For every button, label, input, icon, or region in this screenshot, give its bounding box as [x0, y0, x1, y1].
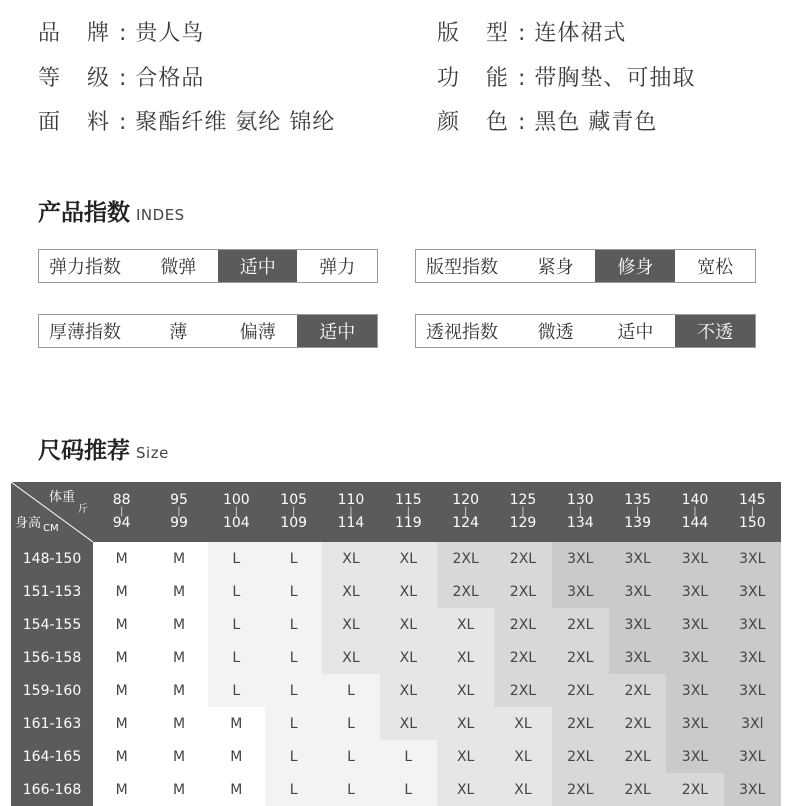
- size-cell: 3XL: [724, 740, 781, 773]
- size-cell: 3Xl: [724, 707, 781, 740]
- weight-bottom: 119: [394, 515, 422, 531]
- height-range: 151-153: [11, 575, 93, 608]
- range-divider: |: [750, 506, 754, 517]
- size-cell: 3XL: [666, 575, 723, 608]
- size-cell: L: [208, 542, 265, 575]
- index-title: 产品指数: [38, 200, 130, 226]
- size-row: [11, 542, 781, 575]
- weight-top: 100: [222, 492, 250, 508]
- size-cell: 2XL: [609, 740, 666, 773]
- size-cell: M: [150, 542, 207, 575]
- weight-top: 145: [738, 492, 766, 508]
- size-cell: 3XL: [609, 608, 666, 641]
- size-cell: 2XL: [552, 674, 609, 707]
- info-value: 黑色 藏青色: [534, 110, 658, 135]
- weight-header: [552, 482, 609, 542]
- weight-top: 95: [170, 492, 188, 508]
- range-divider: |: [635, 506, 640, 517]
- size-cell: 2XL: [552, 773, 609, 806]
- index-fit: [415, 249, 756, 283]
- index-elasticity: [38, 249, 378, 283]
- size-cell: L: [265, 674, 322, 707]
- size-cell: M: [93, 575, 150, 608]
- info-label: 版 型: [437, 21, 518, 46]
- range-divider: |: [693, 506, 697, 517]
- weight-top: 125: [509, 492, 537, 508]
- weight-bottom: 129: [509, 515, 537, 531]
- size-cell: 2XL: [552, 641, 609, 674]
- weight-top: 105: [280, 492, 308, 508]
- weight-unit: 斤: [78, 504, 88, 515]
- size-cell: XL: [437, 674, 494, 707]
- info-label: 功 能: [437, 66, 518, 91]
- size-cell: 2XL: [609, 674, 666, 707]
- size-cell: L: [265, 740, 322, 773]
- size-cell: 3XL: [552, 575, 609, 608]
- size-cell: 2XL: [666, 773, 723, 806]
- size-cell: 2XL: [552, 740, 609, 773]
- size-cell: L: [322, 740, 379, 773]
- weight-header: [208, 482, 265, 542]
- size-cell: 3XL: [666, 674, 723, 707]
- size-cell: L: [380, 740, 437, 773]
- size-cell: L: [322, 773, 379, 806]
- size-cell: 3XL: [724, 773, 781, 806]
- weight-top: 120: [452, 492, 479, 508]
- info-fabric: 面 料: 聚酯纤维 氨纶 锦纶: [38, 110, 336, 135]
- size-cell: 3XL: [666, 608, 723, 641]
- info-function: 功 能: 带胸垫、可抽取: [437, 66, 696, 91]
- index-transparency: [415, 314, 756, 348]
- size-cell: XL: [494, 740, 551, 773]
- size-cell: L: [322, 707, 379, 740]
- weight-header: [724, 482, 781, 542]
- size-table: [11, 482, 781, 806]
- size-cell: M: [208, 707, 265, 740]
- size-cell: XL: [380, 674, 437, 707]
- size-cell: L: [265, 608, 322, 641]
- range-divider: |: [177, 506, 181, 517]
- size-cell: L: [265, 773, 322, 806]
- weight-header: [437, 482, 494, 542]
- size-cell: XL: [494, 707, 551, 740]
- size-table-header: [11, 482, 781, 542]
- height-label: 身高: [15, 516, 42, 531]
- size-cell: XL: [380, 608, 437, 641]
- weight-bottom: 144: [681, 515, 709, 531]
- info-value: 聚酯纤维 氨纶 锦纶: [135, 110, 336, 135]
- size-cell: M: [93, 773, 150, 806]
- index-name: 弹力指数: [49, 257, 121, 278]
- weight-header: [322, 482, 379, 542]
- weight-top: 110: [337, 492, 365, 508]
- index-name: 透视指数: [426, 322, 498, 343]
- size-cell: 2XL: [609, 707, 666, 740]
- size-cell: L: [208, 608, 265, 641]
- info-label: 品 牌: [38, 21, 119, 46]
- size-row: [11, 707, 781, 740]
- size-cell: 3XL: [724, 674, 781, 707]
- size-cell: 3XL: [552, 542, 609, 575]
- size-cell: 3XL: [666, 641, 723, 674]
- weight-top: 140: [681, 492, 709, 508]
- size-cell: M: [150, 641, 207, 674]
- size-cell: L: [265, 542, 322, 575]
- info-label: 颜 色: [437, 110, 518, 135]
- size-cell: 2XL: [552, 707, 609, 740]
- size-cell: L: [265, 575, 322, 608]
- weight-top: 130: [566, 492, 594, 508]
- size-cell: XL: [380, 575, 437, 608]
- size-cell: M: [93, 608, 150, 641]
- size-cell: 3XL: [609, 542, 666, 575]
- size-table-body: [11, 542, 781, 806]
- size-cell: M: [150, 773, 207, 806]
- weight-top: 88: [112, 492, 131, 508]
- weight-header: [666, 482, 723, 542]
- info-value: 贵人鸟: [135, 21, 205, 46]
- size-row: [11, 641, 781, 674]
- weight-top: 115: [394, 492, 422, 508]
- weight-top: 135: [624, 492, 651, 508]
- weight-bottom: 114: [337, 515, 365, 531]
- size-cell: 3XL: [666, 740, 723, 773]
- index-option: 弹力: [319, 257, 356, 278]
- size-title: 尺码推荐: [38, 438, 130, 464]
- size-cell: XL: [437, 608, 494, 641]
- size-cell: XL: [437, 740, 494, 773]
- range-divider: |: [349, 506, 353, 517]
- height-range: 164-165: [11, 740, 93, 773]
- size-cell: XL: [380, 542, 437, 575]
- index-option-selected: 适中: [297, 315, 377, 347]
- size-cell: 2XL: [552, 608, 609, 641]
- info-grade: 等 级: 合格品: [38, 66, 205, 91]
- size-cell: XL: [437, 773, 494, 806]
- weight-header: [494, 482, 551, 542]
- size-cell: M: [93, 707, 150, 740]
- weight-bottom: 150: [738, 515, 766, 531]
- index-name: 厚薄指数: [49, 322, 121, 343]
- size-cell: L: [322, 674, 379, 707]
- size-cell: 3XL: [724, 542, 781, 575]
- height-range: 154-155: [11, 608, 93, 641]
- range-divider: |: [291, 506, 296, 517]
- index-section-title: [38, 194, 185, 227]
- index-option: 紧身: [537, 257, 574, 278]
- range-divider: |: [578, 506, 582, 517]
- range-divider: |: [463, 506, 468, 517]
- size-cell: M: [150, 575, 207, 608]
- size-cell: L: [265, 707, 322, 740]
- weight-header: [93, 482, 150, 542]
- size-cell: L: [208, 575, 265, 608]
- index-option: 适中: [617, 322, 654, 343]
- size-cell: 2XL: [437, 542, 494, 575]
- size-cell: XL: [437, 707, 494, 740]
- weight-bottom: 99: [170, 515, 188, 531]
- size-cell: XL: [494, 773, 551, 806]
- size-cell: XL: [322, 575, 379, 608]
- size-row: [11, 740, 781, 773]
- info-fit: 版 型: 连体裙式: [437, 21, 627, 46]
- index-option: 微弹: [160, 257, 197, 278]
- weight-header: [380, 482, 437, 542]
- height-range: 159-160: [11, 674, 93, 707]
- size-cell: M: [208, 740, 265, 773]
- size-cell: 2XL: [494, 608, 551, 641]
- size-cell: M: [93, 542, 150, 575]
- info-value: 带胸垫、可抽取: [534, 66, 696, 91]
- size-cell: M: [93, 641, 150, 674]
- size-cell: M: [150, 707, 207, 740]
- weight-header: [609, 482, 666, 542]
- size-cell: 3XL: [724, 575, 781, 608]
- index-option-selected: 修身: [595, 250, 675, 282]
- index-option: 微透: [537, 322, 574, 343]
- index-option-selected: 适中: [218, 250, 298, 282]
- index-subtitle: INDES: [136, 206, 185, 224]
- height-unit: CM: [43, 523, 59, 534]
- size-cell: M: [93, 674, 150, 707]
- size-cell: XL: [380, 707, 437, 740]
- size-cell: 2XL: [437, 575, 494, 608]
- size-cell: XL: [437, 641, 494, 674]
- weight-header: [265, 482, 322, 542]
- range-divider: |: [119, 506, 124, 517]
- index-thickness: [38, 314, 378, 348]
- range-divider: |: [234, 506, 238, 517]
- size-section-title: [38, 432, 169, 465]
- range-divider: |: [521, 506, 525, 517]
- size-cell: L: [380, 773, 437, 806]
- height-range: 148-150: [11, 542, 93, 575]
- height-range: 161-163: [11, 707, 93, 740]
- index-option: 宽松: [697, 257, 734, 278]
- size-cell: M: [208, 773, 265, 806]
- range-divider: |: [406, 506, 410, 517]
- info-label: 等 级: [38, 66, 119, 91]
- size-cell: M: [150, 674, 207, 707]
- index-option: 偏薄: [239, 322, 276, 343]
- size-cell: 2XL: [494, 641, 551, 674]
- index-option-selected: 不透: [675, 315, 755, 347]
- info-label: 面 料: [38, 110, 119, 135]
- info-brand: 品 牌: 贵人鸟: [38, 21, 205, 46]
- size-cell: 3XL: [609, 575, 666, 608]
- size-cell: 3XL: [724, 641, 781, 674]
- size-cell: 3XL: [666, 707, 723, 740]
- size-cell: M: [150, 740, 207, 773]
- size-cell: 2XL: [494, 542, 551, 575]
- size-table-corner: [11, 482, 93, 542]
- info-color: 颜 色: 黑色 藏青色: [437, 110, 658, 135]
- weight-header: [150, 482, 207, 542]
- size-cell: M: [150, 608, 207, 641]
- height-range: 166-168: [11, 773, 93, 806]
- size-cell: XL: [322, 641, 379, 674]
- weight-bottom: 134: [566, 515, 594, 531]
- size-cell: L: [265, 641, 322, 674]
- index-option: 薄: [169, 322, 188, 343]
- size-cell: 2XL: [494, 575, 551, 608]
- weight-bottom: 124: [452, 515, 479, 531]
- index-name: 版型指数: [426, 257, 498, 278]
- size-row: [11, 674, 781, 707]
- size-cell: M: [93, 740, 150, 773]
- size-cell: 2XL: [609, 773, 666, 806]
- height-range: 156-158: [11, 641, 93, 674]
- size-cell: XL: [322, 542, 379, 575]
- info-value: 合格品: [135, 66, 205, 91]
- size-row: [11, 608, 781, 641]
- weight-label: 体重: [48, 490, 75, 505]
- size-subtitle: Size: [136, 444, 169, 462]
- size-cell: 3XL: [724, 608, 781, 641]
- weight-bottom: 139: [624, 515, 651, 531]
- info-value: 连体裙式: [534, 21, 627, 46]
- size-cell: 3XL: [666, 542, 723, 575]
- size-cell: XL: [380, 641, 437, 674]
- size-cell: 2XL: [494, 674, 551, 707]
- size-cell: 3XL: [609, 641, 666, 674]
- weight-bottom: 94: [112, 515, 131, 531]
- size-cell: L: [208, 674, 265, 707]
- size-cell: XL: [322, 608, 379, 641]
- weight-bottom: 109: [280, 515, 308, 531]
- size-cell: L: [208, 641, 265, 674]
- weight-bottom: 104: [222, 515, 250, 531]
- size-row: [11, 575, 781, 608]
